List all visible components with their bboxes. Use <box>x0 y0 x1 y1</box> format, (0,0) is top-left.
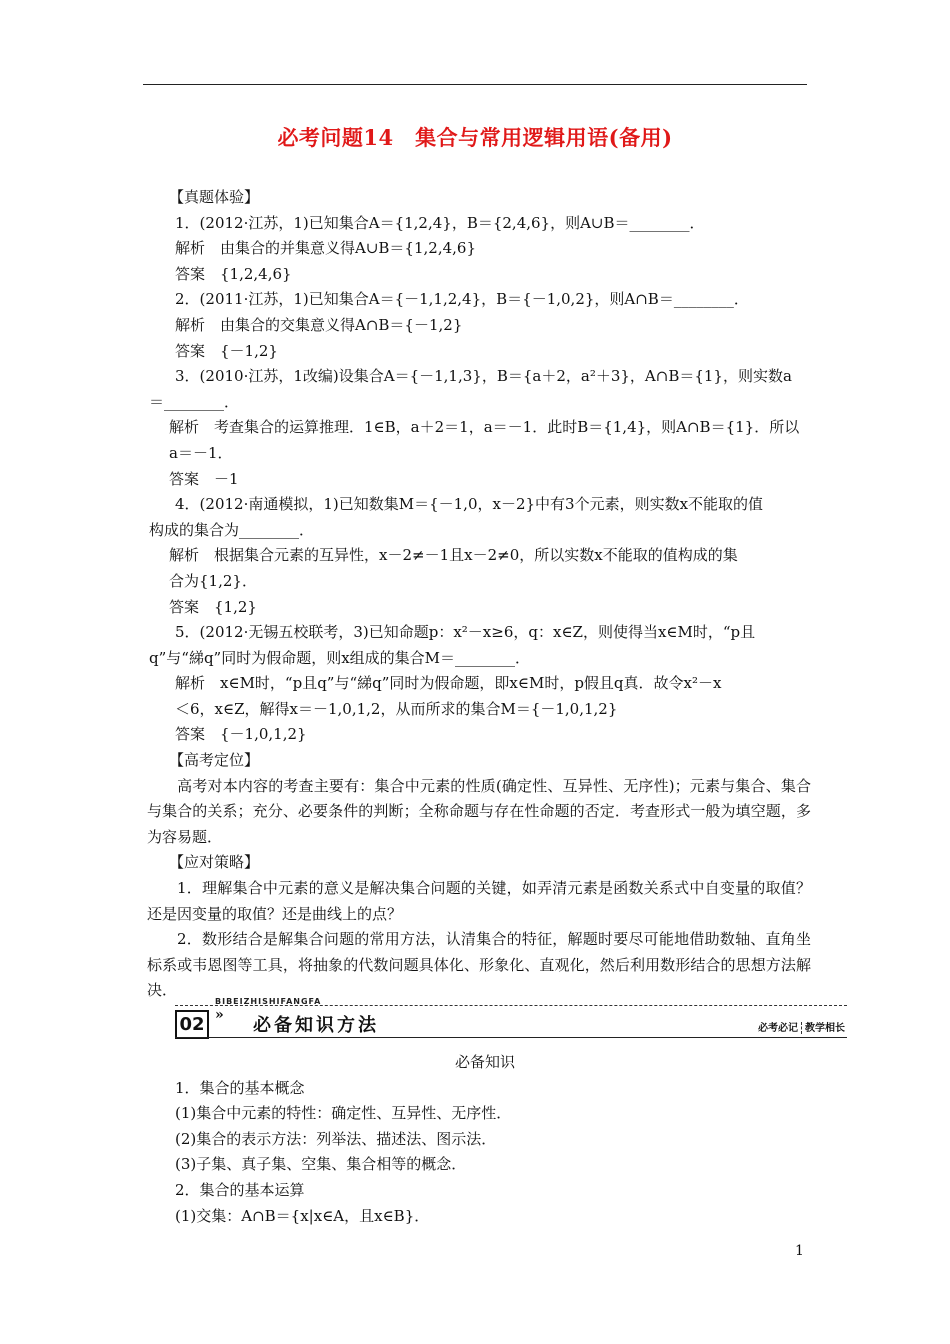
question-2: 2．(2011·江苏，1)已知集合A＝{－1,1,2,4}，B＝{－1,0,2}，则A∩B＝________． <box>175 290 749 309</box>
answer-4: 答案 {1,2} <box>169 597 257 616</box>
question-1: 1．(2012·江苏，1)已知集合A＝{1,2,4}，B＝{2,4,6}，则A∪B＝________． <box>175 213 705 232</box>
question-5-line-2: q”与“綈q”同时为假命题，则x组成的集合M＝________． <box>149 648 531 667</box>
analysis-5-line-1: 解析 x∈M时，“p且q”与“綈q”同时为假命题，即x∈M时，p假且q真．故令x²－x <box>175 674 722 693</box>
answer-2: 答案 {－1,2} <box>175 341 278 360</box>
section-heading-zhenti: 【真题体验】 <box>169 188 260 206</box>
strategy-1-text: 1．理解集合中元素的意义是解决集合问题的关键，如弄清元素是函数关系式中自变量的取值？还是因变量的取值？还是曲线上的点？ <box>147 879 811 923</box>
analysis-3-line-2: a＝－1． <box>169 443 233 462</box>
section-heading-yingdui: 【应对策略】 <box>169 853 260 872</box>
analysis-5-line-2: ＜6，x∈Z，解得x＝－1,0,1,2，从而所求的集合M＝{－1,0,1,2} <box>175 699 618 718</box>
banner-number-badge: 02 <box>175 1010 209 1039</box>
gaokao-paragraph <box>147 774 811 851</box>
analysis-4-line-2: 合为{1,2}． <box>169 571 257 590</box>
question-5-line-1: 5．(2012·无锡五校联考，3)已知命题p：x²－x≥6，q：x∈Z，则使得当x∈M时，“p且 <box>175 623 756 642</box>
section-heading-gaokao: 【高考定位】 <box>169 751 260 770</box>
answer-3: 答案 －1 <box>169 469 239 488</box>
question-3-line-1: 3．(2010·江苏，1改编)设集合A＝{－1,1,3}，B＝{a＋2，a²＋3}，A∩B＝{1}，则实数a <box>175 367 792 386</box>
banner-heading: 必备知识方法 <box>253 1015 379 1036</box>
banner-bottom-rule <box>175 1037 847 1038</box>
page-number: 1 <box>795 1243 804 1259</box>
question-4-line-2: 构成的集合为________． <box>149 520 315 539</box>
tag-separator <box>801 1022 802 1034</box>
strategy-2 <box>147 927 811 1004</box>
knowledge-item: 2．集合的基本运算 <box>175 1180 305 1199</box>
analysis-4-line-1: 解析 根据集合元素的互异性，x－2≠－1且x－2≠0，所以实数x不能取的值构成的集 <box>169 546 738 565</box>
gaokao-text: 高考对本内容的考查主要有：集合中元素的性质(确定性、互异性、无序性)；元素与集合、集合与集合的关系；充分、必要条件的判断；全称命题与存在性命题的否定．考查形式一般为填空题，多为容易题． <box>147 776 811 846</box>
header-rule <box>143 84 807 85</box>
knowledge-item: 1．集合的基本概念 <box>175 1078 305 1097</box>
knowledge-item: (1)交集：A∩B＝{x|x∈A，且x∈B}． <box>175 1206 430 1225</box>
page-title: 必考问题14 集合与常用逻辑用语(备用) <box>277 125 673 150</box>
question-3-line-2: ＝________． <box>149 392 240 411</box>
answer-5: 答案 {－1,0,1,2} <box>175 725 307 744</box>
analysis-3-line-1: 解析 考查集合的运算推理．1∈B，a＋2＝1，a＝－1．此时B＝{1,4}，则A∩B＝{1}．所以 <box>169 418 800 437</box>
knowledge-item: (3)子集、真子集、空集、集合相等的概念． <box>175 1155 467 1174</box>
double-chevron-icon: » <box>215 1007 224 1023</box>
analysis-1: 解析 由集合的并集意义得A∪B＝{1,2,4,6} <box>175 239 476 258</box>
question-4-line-1: 4．(2012·南通模拟，1)已知数集M＝{－1,0，x－2}中有3个元素，则实数x不能取的值 <box>175 495 764 514</box>
section-banner <box>175 999 847 1039</box>
strategy-1 <box>147 876 811 927</box>
knowledge-item: (2)集合的表示方法：列举法、描述法、图示法． <box>175 1129 497 1148</box>
banner-tag <box>758 1019 845 1034</box>
knowledge-item: (1)集合中元素的特性：确定性、互异性、无序性． <box>175 1104 512 1123</box>
answer-1: 答案 {1,2,4,6} <box>175 264 292 283</box>
knowledge-title: 必备知识 <box>454 1053 515 1071</box>
knowledge-content <box>175 1050 815 1229</box>
banner-tag-left: 必考必记 <box>758 1023 798 1034</box>
strategy-2-text: 2．数形结合是解集合问题的常用方法，认清集合的特征，解题时要尽可能地借助数轴、直角坐标系或韦恩图等工具，将抽象的代数问题具体化、形象化、直观化，然后利用数形结合的思想方法解决． <box>147 930 811 1000</box>
analysis-2: 解析 由集合的交集意义得A∩B＝{－1,2} <box>175 315 463 334</box>
banner-pinyin: BIBEIZHISHIFANGFA <box>215 997 322 1006</box>
banner-tag-right: 教学相长 <box>805 1023 845 1034</box>
main-content <box>147 185 811 1004</box>
